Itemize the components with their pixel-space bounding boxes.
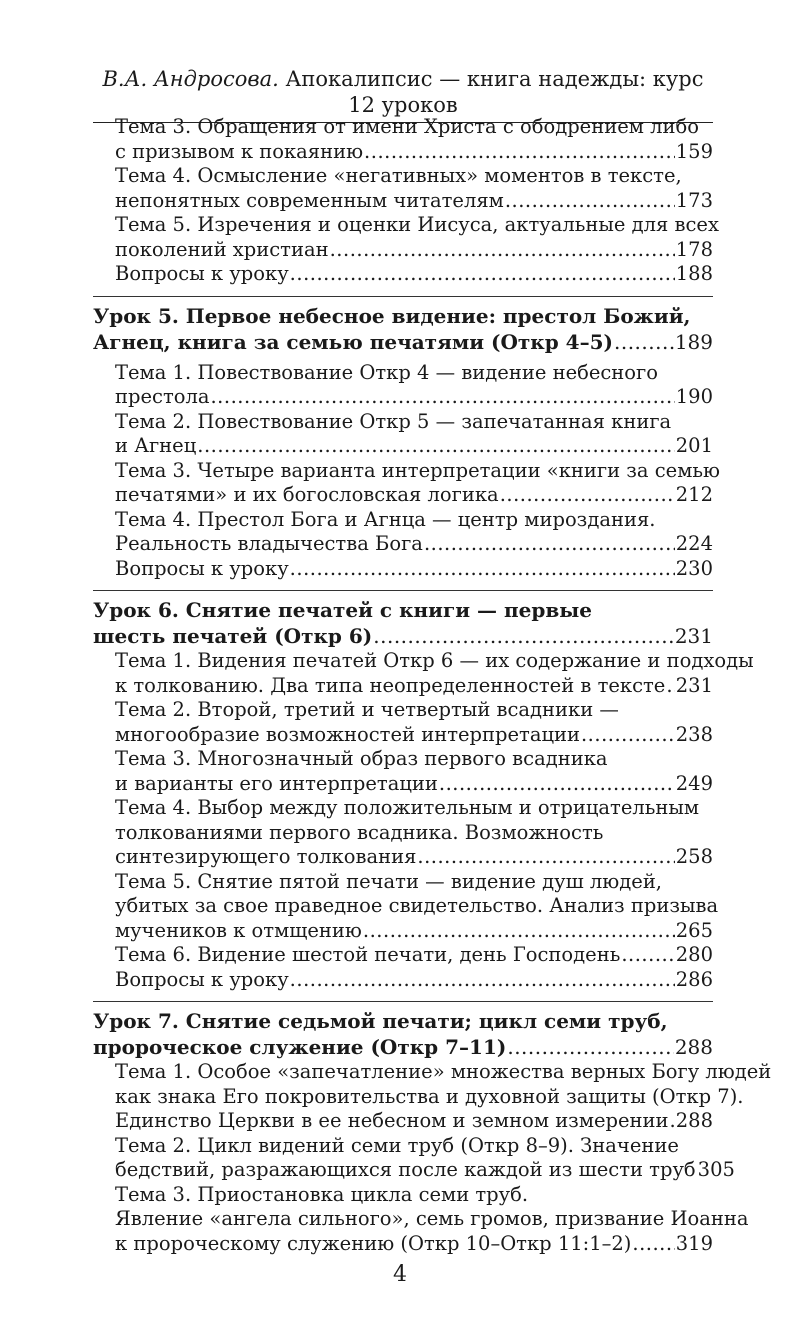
page-ref: 319 bbox=[675, 1231, 713, 1255]
page-ref: 231 bbox=[675, 673, 713, 697]
toc-entry[interactable]: многообразие возможностей интерпретации ..... 238 bbox=[93, 723, 713, 748]
page-ref: 224 bbox=[675, 532, 713, 555]
toc-entry-line: Тема 2. Повествование Откр 5 — запечатанная книга bbox=[115, 409, 672, 433]
leader-dots bbox=[439, 772, 675, 797]
leader-dots bbox=[670, 1109, 675, 1134]
lesson-4-continuation bbox=[93, 115, 719, 287]
leader-dots bbox=[505, 189, 675, 214]
leader-dots bbox=[197, 434, 675, 459]
page-ref: 189 bbox=[674, 329, 713, 354]
page-ref: 238 bbox=[675, 722, 713, 746]
toc-entry[interactable]: к толкованию. Два типа неопределенностей в тексте ..... 231 bbox=[93, 674, 713, 699]
header-title: Апокалипсис — книга надежды: курс 12 уроков bbox=[285, 67, 704, 117]
toc-entry[interactable]: синтезирующего толкования ..... 258 bbox=[93, 845, 713, 870]
leader-dots bbox=[621, 943, 674, 968]
leader-dots bbox=[290, 262, 675, 287]
toc-entry-line: Тема 5. Снятие пятой печати — видение душ людей, bbox=[115, 869, 663, 893]
page-ref: 212 bbox=[675, 483, 713, 506]
page-number: 4 bbox=[393, 1262, 407, 1287]
toc-entry-line: Тема 4. Осмысление «негативных» моментов в тексте, bbox=[115, 164, 682, 187]
page-ref: 288 bbox=[675, 1109, 713, 1132]
section-divider bbox=[93, 1001, 713, 1002]
section-divider bbox=[93, 296, 713, 297]
lesson-heading[interactable]: Урок 5. Первое небесное видение: престол Божий, Агнец, книга за семью печатями (Откр 4–5) ..... 189 bbox=[93, 303, 713, 355]
toc-entry-line: Тема 5. Изречения и оценки Иисуса, актуальные для всех bbox=[115, 213, 719, 236]
leader-dots bbox=[373, 623, 674, 649]
page-ref: 230 bbox=[675, 556, 713, 580]
page-ref: 231 bbox=[674, 624, 713, 648]
leader-dots bbox=[210, 385, 674, 410]
toc-entry-line: Тема 3. Обращения от имени Христа с ободрением либо bbox=[115, 115, 699, 138]
page-ref: 178 bbox=[675, 237, 713, 261]
toc-entry[interactable]: печатями» и их богословская логика ..... 212 bbox=[93, 483, 713, 508]
toc-entry[interactable]: престола ..... 190 bbox=[93, 385, 713, 410]
toc-entry-line: Явление «ангела сильного», семь громов, призвание Иоанна bbox=[115, 1207, 749, 1230]
leader-dots bbox=[632, 1232, 674, 1257]
lesson-5 bbox=[93, 303, 720, 582]
toc-entry[interactable]: Вопросы к уроку ..... 230 bbox=[93, 557, 713, 582]
toc-entry-line: Тема 1. Особое «запечатление» множества верных Богу людей bbox=[115, 1060, 772, 1083]
toc-entry[interactable]: бедствий, разражающихся после каждой из шести труб 305 bbox=[115, 1158, 735, 1181]
leader-dots bbox=[330, 238, 675, 263]
leader-dots bbox=[614, 329, 674, 355]
lesson-heading[interactable]: Урок 6. Снятие печатей с книги — первые шесть печатей (Откр 6) ..... 231 bbox=[93, 597, 713, 649]
leader-dots bbox=[364, 140, 675, 165]
page-ref: 173 bbox=[675, 188, 713, 212]
toc-entry-line: толкованиями первого всадника. Возможность bbox=[115, 820, 604, 844]
lesson-7 bbox=[93, 1008, 772, 1256]
toc-entry-line: Тема 2. Второй, третий и четвертый всадники — bbox=[115, 698, 619, 721]
leader-dots bbox=[417, 845, 674, 870]
leader-dots bbox=[424, 532, 675, 557]
leader-dots bbox=[290, 968, 675, 993]
toc-entry[interactable]: мучеников к отмщению ..... 265 bbox=[93, 919, 713, 944]
toc-entry[interactable]: поколений христиан ..... 178 bbox=[93, 238, 713, 263]
leader-dots bbox=[500, 483, 675, 508]
leader-dots bbox=[363, 919, 675, 944]
leader-dots bbox=[666, 674, 674, 699]
page-ref: 288 bbox=[674, 1035, 713, 1059]
lesson-6 bbox=[93, 597, 754, 992]
page-ref: 159 bbox=[675, 139, 713, 163]
leader-dots bbox=[581, 723, 675, 748]
toc-entry[interactable]: Реальность владычества Бога ..... 224 bbox=[93, 532, 713, 557]
toc-entry-line: Тема 3. Многозначный образ первого всадника bbox=[115, 747, 608, 770]
lesson-heading[interactable]: Урок 7. Снятие седьмой печати; цикл семи труб, пророческое служение (Откр 7–11) ..... 288 bbox=[93, 1008, 713, 1060]
toc-entry[interactable]: Единство Церкви в ее небесном и земном измерении ..... 288 bbox=[93, 1109, 713, 1134]
toc-entry-line: Тема 3. Приостановка цикла семи труб. bbox=[115, 1182, 529, 1206]
toc-entry-line: Тема 2. Цикл видений семи труб (Откр 8–9). Значение bbox=[115, 1133, 679, 1157]
toc-entry-line: Тема 1. Повествование Откр 4 — видение небесного bbox=[115, 360, 659, 384]
toc-entry[interactable]: Вопросы к уроку ..... 188 bbox=[93, 262, 713, 287]
page-ref: 265 bbox=[675, 918, 713, 942]
page-ref: 201 bbox=[675, 434, 713, 457]
section-divider bbox=[93, 590, 713, 591]
page-ref: 305 bbox=[697, 1158, 735, 1181]
header-author: В.А. Андросова. bbox=[102, 67, 279, 91]
toc-entry[interactable]: непонятных современным читателям ..... 173 bbox=[93, 189, 713, 214]
toc-entry-line: Тема 3. Четыре варианта интерпретации «книги за семью bbox=[115, 458, 720, 482]
page-ref: 249 bbox=[675, 771, 713, 795]
toc-entry[interactable]: Тема 6. Видение шестой печати, день Господень ..... 280 bbox=[93, 943, 713, 968]
toc-entry-line: Тема 4. Престол Бога и Агнца — центр мироздания. bbox=[115, 507, 656, 531]
toc-entry[interactable]: и варианты его интерпретации ..... 249 bbox=[93, 772, 713, 797]
page-ref: 188 bbox=[675, 262, 713, 285]
leader-dots bbox=[290, 557, 675, 582]
toc-entry-line: как знака Его покровительства и духовной защиты (Откр 7). bbox=[115, 1084, 744, 1108]
toc-entry[interactable]: с призывом к покаянию ..... 159 bbox=[93, 140, 713, 165]
leader-dots bbox=[507, 1034, 673, 1060]
page-ref: 258 bbox=[675, 845, 713, 868]
page-ref: 190 bbox=[675, 385, 713, 408]
toc-entry[interactable]: к пророческому служению (Откр 10–Откр 11:1–2) ..... 319 bbox=[93, 1232, 713, 1257]
page-ref: 286 bbox=[675, 967, 713, 991]
toc-entry-line: убитых за свое праведное свидетельство. Анализ призыва bbox=[115, 894, 719, 917]
table-of-contents bbox=[93, 115, 772, 1256]
toc-entry-line: Тема 4. Выбор между положительным и отрицательным bbox=[115, 796, 700, 819]
toc-entry[interactable]: Вопросы к уроку ..... 286 bbox=[93, 968, 713, 993]
page-ref: 280 bbox=[675, 943, 713, 966]
toc-entry-line: Тема 1. Видения печатей Откр 6 — их содержание и подходы bbox=[115, 649, 754, 672]
toc-entry[interactable]: и Агнец ..... 201 bbox=[93, 434, 713, 459]
